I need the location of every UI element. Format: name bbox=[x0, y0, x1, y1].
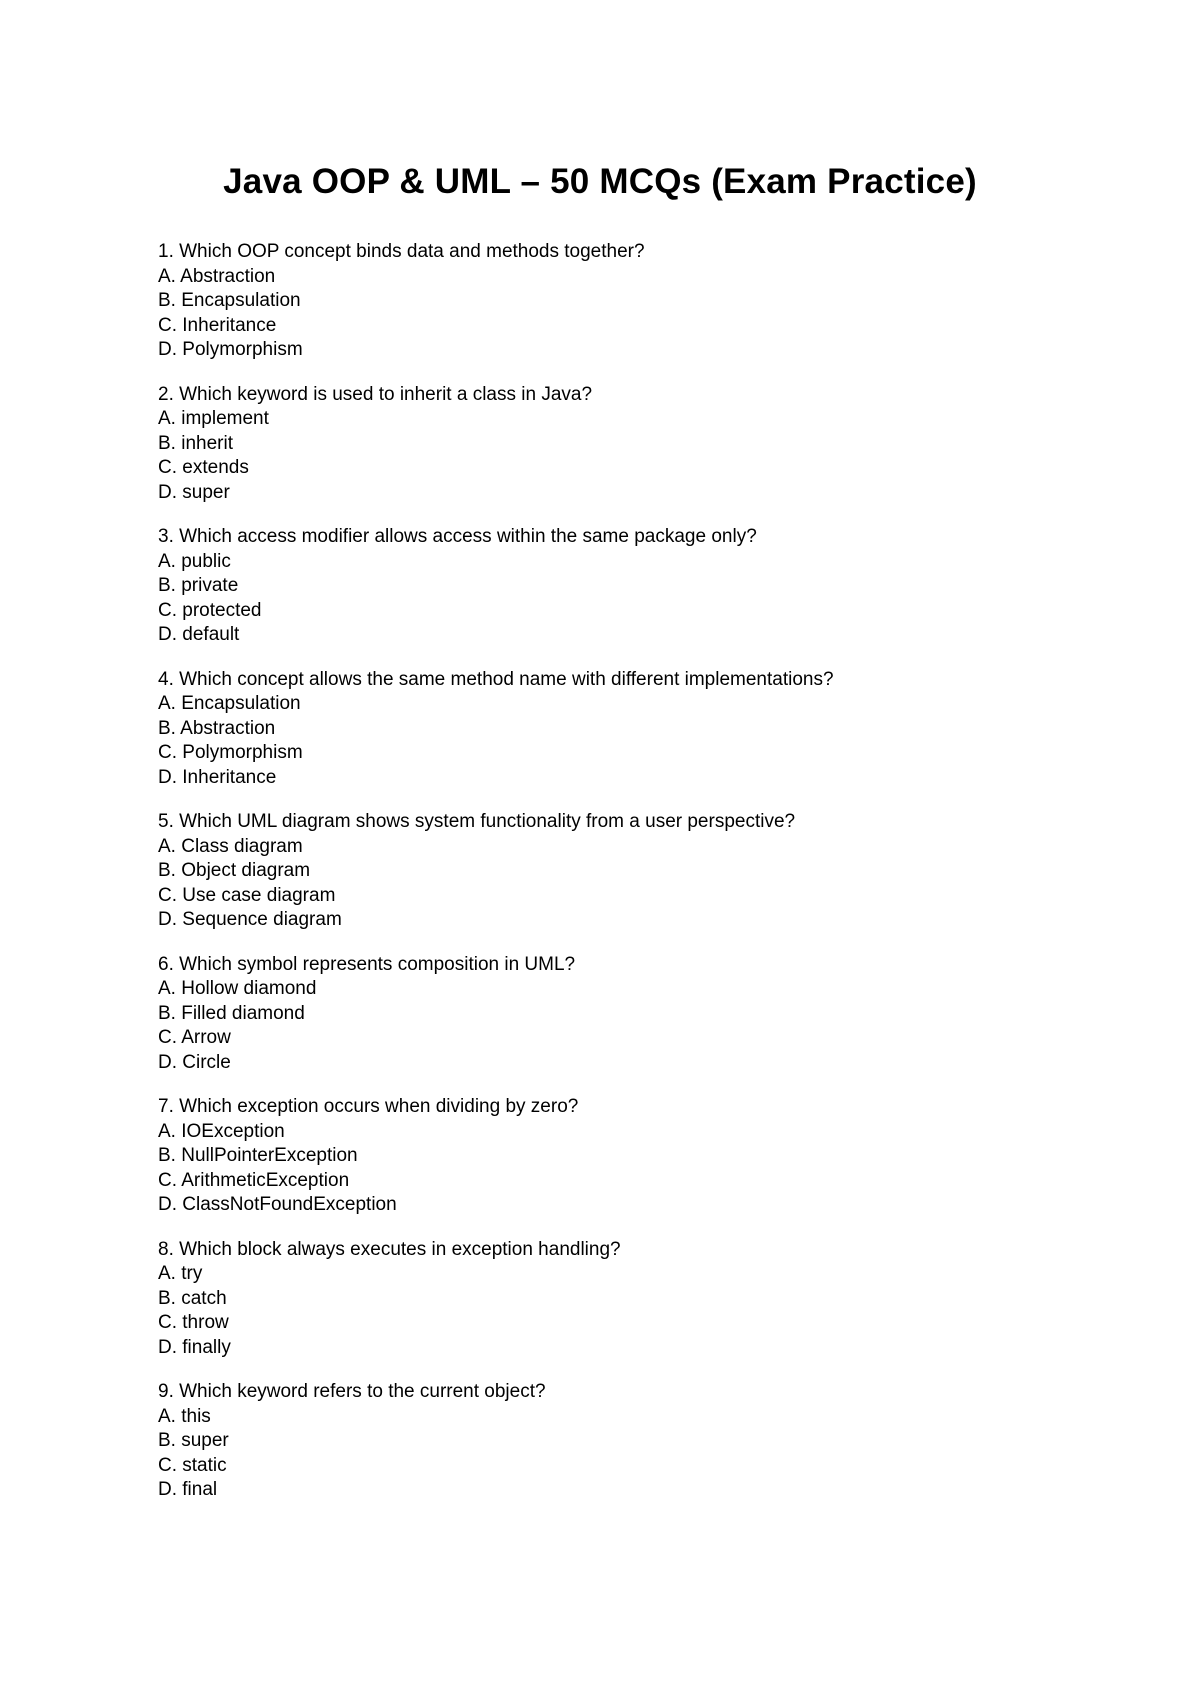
option-a: A. Hollow diamond bbox=[158, 978, 317, 999]
option-a: A. implement bbox=[158, 408, 269, 429]
question-5 bbox=[158, 810, 1118, 933]
question-text: 7. Which exception occurs when dividing by zero? bbox=[158, 1096, 579, 1117]
option-d: D. finally bbox=[158, 1336, 231, 1358]
option-a: A. IOException bbox=[158, 1120, 285, 1142]
option-a: A. public bbox=[158, 550, 231, 572]
question-list bbox=[158, 240, 1118, 1523]
option-d: D. ClassNotFoundException bbox=[158, 1194, 397, 1215]
question-3 bbox=[158, 525, 1118, 648]
option-d: D. default bbox=[158, 624, 240, 645]
option-c: C. throw bbox=[158, 1312, 229, 1333]
option-a: A. Encapsulation bbox=[158, 693, 301, 714]
option-c: C. protected bbox=[158, 599, 262, 621]
question-text: 6. Which symbol represents composition in UML? bbox=[158, 953, 576, 975]
option-a: A. this bbox=[158, 1405, 211, 1427]
option-d: D. Inheritance bbox=[158, 766, 277, 788]
option-d: D. final bbox=[158, 1479, 218, 1500]
question-1 bbox=[158, 240, 1118, 363]
option-d: D. Polymorphism bbox=[158, 339, 303, 360]
option-b: B. Object diagram bbox=[158, 860, 311, 881]
option-b: B. inherit bbox=[158, 432, 233, 454]
question-4 bbox=[158, 668, 1118, 791]
option-c: C. Inheritance bbox=[158, 314, 277, 336]
option-d: D. super bbox=[158, 481, 230, 503]
option-c: C. static bbox=[158, 1454, 227, 1476]
option-d: D. Sequence diagram bbox=[158, 909, 342, 930]
option-a: A. Class diagram bbox=[158, 835, 303, 857]
option-b: B. Abstraction bbox=[158, 717, 276, 739]
option-c: C. Use case diagram bbox=[158, 884, 336, 906]
question-text: 1. Which OOP concept binds data and methods together? bbox=[158, 241, 645, 262]
option-a: A. try bbox=[158, 1263, 203, 1284]
question-9 bbox=[158, 1380, 1118, 1503]
question-text: 5. Which UML diagram shows system functionality from a user perspective? bbox=[158, 811, 796, 832]
option-b: B. super bbox=[158, 1430, 229, 1451]
question-text: 8. Which block always executes in exception handling? bbox=[158, 1238, 621, 1260]
question-text: 4. Which concept allows the same method name with different implementations? bbox=[158, 668, 834, 690]
option-b: B. Filled diamond bbox=[158, 1002, 305, 1024]
option-d: D. Circle bbox=[158, 1051, 231, 1073]
question-2 bbox=[158, 383, 1118, 506]
option-c: C. Polymorphism bbox=[158, 742, 303, 763]
option-b: B. catch bbox=[158, 1287, 227, 1309]
option-b: B. Encapsulation bbox=[158, 290, 301, 311]
option-c: C. Arrow bbox=[158, 1027, 231, 1048]
option-c: C. ArithmeticException bbox=[158, 1169, 350, 1191]
question-text: 9. Which keyword refers to the current object? bbox=[158, 1381, 546, 1402]
question-text: 3. Which access modifier allows access within the same package only? bbox=[158, 526, 757, 547]
option-b: B. NullPointerException bbox=[158, 1145, 358, 1166]
option-b: B. private bbox=[158, 575, 239, 596]
option-c: C. extends bbox=[158, 457, 249, 478]
document-title: Java OOP & UML – 50 MCQs (Exam Practice) bbox=[223, 162, 977, 201]
option-a: A. Abstraction bbox=[158, 265, 276, 287]
question-text: 2. Which keyword is used to inherit a class in Java? bbox=[158, 383, 593, 405]
question-7 bbox=[158, 1095, 1118, 1218]
question-8 bbox=[158, 1238, 1118, 1361]
question-6 bbox=[158, 953, 1118, 1076]
